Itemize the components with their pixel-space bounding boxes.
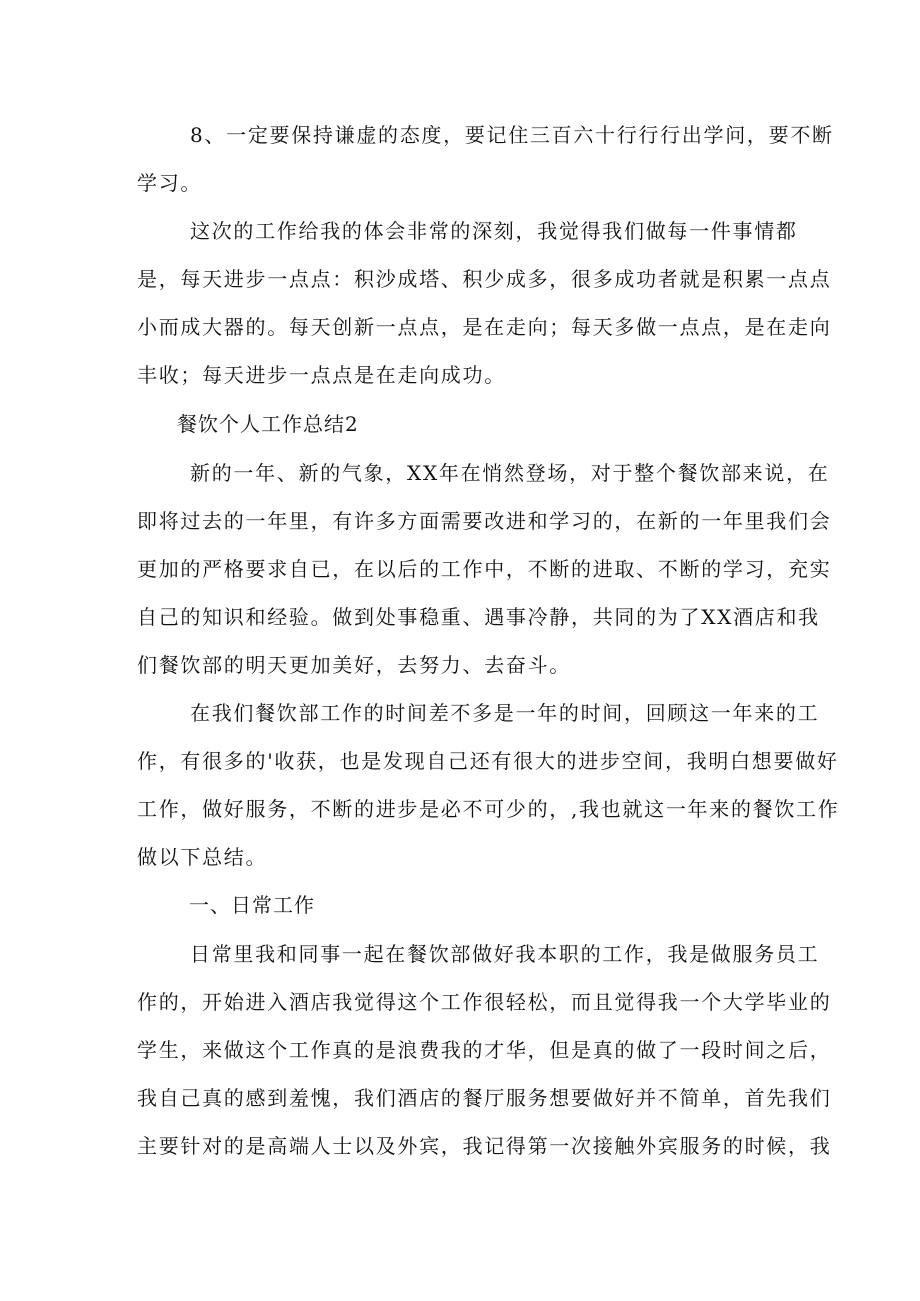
text-line: 在我们餐饮部工作的时间差不多是一年的时间，回顾这一年来的工: [190, 701, 820, 725]
text-line: 小而成大器的。每天创新一点点，是在走向；每天多做一点点，是在走向: [137, 315, 832, 339]
section-heading: 一、日常工作: [189, 893, 315, 917]
text-line: 是，每天进步一点点：积沙成塔、积少成多，很多成功者就是积累一点点: [137, 267, 832, 291]
text-line: 丰收；每天进步一点点是在走向成功。: [137, 363, 506, 387]
text-line: 作，有很多的'收获，也是发现自己还有很大的进步空间，我明白想要做好: [137, 749, 839, 773]
text-line: 这次的工作给我的体会非常的深刻，我觉得我们做每一件事情都: [190, 219, 798, 243]
text-line: 作的，开始进入酒店我觉得这个工作很轻松，而且觉得我一个大学毕业的: [137, 990, 832, 1014]
text-line: 工作，做好服务，不断的进步是必不可少的，,我也就这一年来的餐饮工作: [137, 797, 840, 821]
text-line: 主要针对的是高端人士以及外宾，我记得第一次接触外宾服务的时候，我: [137, 1134, 832, 1158]
text-line: 学习。: [137, 171, 203, 195]
text-line: 日常里我和同事一起在餐饮部做好我本职的工作，我是做服务员工: [190, 942, 820, 966]
section-heading: 餐饮个人工作总结2: [177, 412, 359, 436]
text-line: 自己的知识和经验。做到处事稳重、遇事冷静，共同的为了XX酒店和我: [137, 605, 820, 629]
text-line: 我自己真的感到羞愧，我们酒店的餐厅服务想要做好并不简单，首先我们: [137, 1086, 832, 1110]
text-line: 8、一定要保持谦虚的态度，要记住三百六十行行行出学问，要不断: [190, 123, 834, 147]
text-line: 即将过去的一年里，有许多方面需要改进和学习的，在新的一年里我们会: [137, 509, 832, 533]
text-line: 学生，来做这个工作真的是浪费我的才华，但是真的做了一段时间之后，: [137, 1038, 832, 1062]
text-line: 新的一年、新的气象，XX年在悄然登场，对于整个餐饮部来说，在: [190, 461, 830, 485]
text-line: 更加的严格要求自已，在以后的工作中，不断的进取、不断的学习，充实: [137, 557, 832, 581]
text-line: 们餐饮部的明天更加美好，去努力、去奋斗。: [137, 653, 571, 677]
text-line: 做以下总结。: [137, 845, 268, 869]
